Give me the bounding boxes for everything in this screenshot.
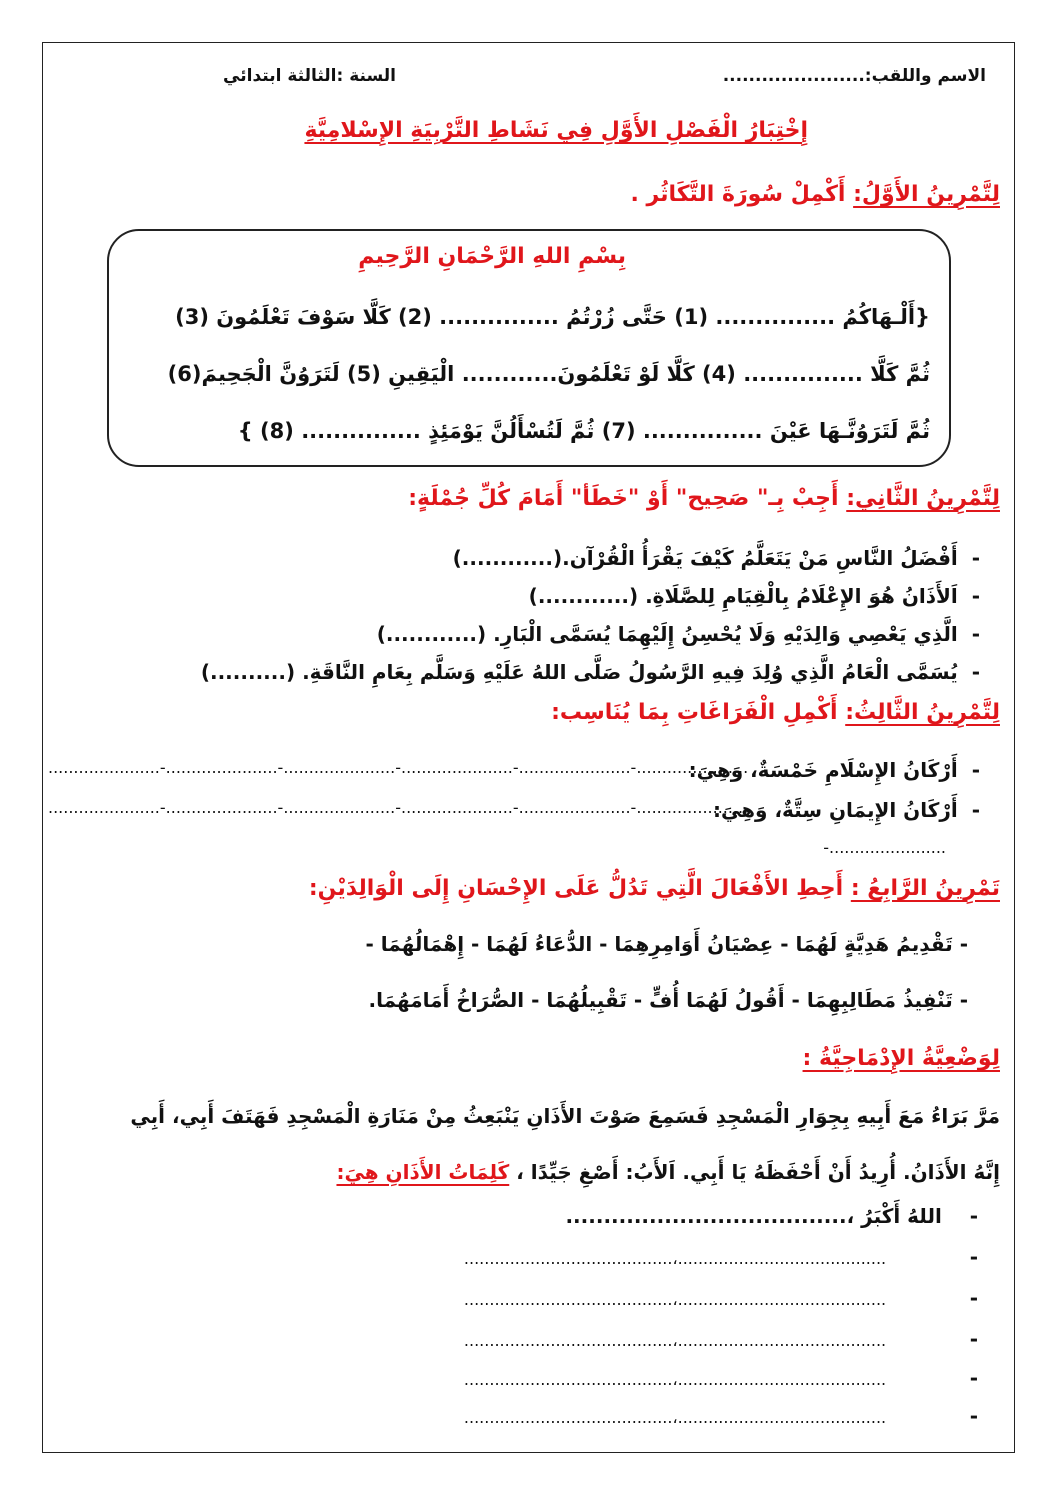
adhan-line-2: - .........................................،.........................................: [463, 1245, 978, 1269]
fill-item-1-blanks: ......................-......................-......................-......................-......................-......................: [48, 758, 749, 777]
exercise-3-instruction: أَكْمِلِ الْفَرَاغَاتِ بِمَا يُنَاسِب:: [551, 700, 838, 725]
situation-paragraph-2: إِنَّهُ الأَذَانُ. أُرِيدُ أَنْ أَحْفَظَهُ يَا أَبِي. اَلأَبُ: أَصْغِ جَيِّدًا ، كَلِمَاتُ الأَذَانِ هِيَ:: [336, 1160, 1000, 1184]
fill-item-1: - أَرْكَانُ الإِسْلَامِ خَمْسَةٌ، وَهِيَ:: [688, 758, 980, 782]
adhan-line-5: - .........................................،.........................................: [463, 1366, 978, 1390]
basmala: بِسْمِ اللهِ الرَّحْمَانِ الرَّحِيمِ: [358, 244, 626, 269]
exercise-5-heading: لِوَضْعِيَّةُ الإِدْمَاجِيَّةُ :: [802, 1046, 1000, 1071]
adhan-line-6: - .........................................،.........................................: [463, 1404, 978, 1428]
fill-item-2: - أَرْكَانُ الإِيمَانِ سِتَّةٌ، وَهِيَ:: [712, 798, 980, 822]
exercise-1-header: [631, 182, 1000, 207]
surah-line-1: {أَلْـهَاكُمُ ............... (1) حَتَّى زُرْتُمُ ............... (2) كَلَّا سَوْفَ تَعْلَمُونَ (3): [175, 305, 930, 329]
situation-paragraph-1: مَرَّ بَرَاءُ مَعَ أَبِيهِ بِجِوَارِ الْمَسْجِدِ فَسَمِعَ صَوْتَ الأَذَانِ يَنْبَعِثُ مِنْ مَنَارَةِ الْمَسْجِدِ فَهَتَفَ أَبِي، أَبِي: [130, 1104, 1000, 1128]
exercise-3-heading: لِتَّمْرِينُ الثَّالِثُ:: [845, 700, 1000, 725]
exercise-4-instruction: أَحِطِ الأَفْعَالَ الَّتِي تَدُلُّ عَلَى الإِحْسَانِ إِلَى الْوَالِدَيْنِ:: [308, 876, 844, 901]
exercise-2-header: [408, 486, 1000, 511]
good-deeds-line-2: - تَنْفِيذُ مَطَالِبِهِمَا - أَقُولُ لَهُمَا أُفٍّ - تَقْبِيلُهُمَا - الصُّرَاخُ أَمَامَهُمَا.: [368, 988, 968, 1012]
exercise-3-header: [551, 700, 1000, 725]
true-false-item-1: - أَفْضَلُ النَّاسِ مَنْ يَتَعَلَّمُ كَيْفَ يَقْرَأُ الْقُرْآن.(............): [452, 546, 980, 570]
exercise-2-instruction: أَجِبْ بِـ" صَحِيح" أَوْ "خَطَأ" أَمَامَ كُلِّ جُمْلَةٍ:: [408, 486, 839, 511]
fill-item-2-blanks: ......................-......................-......................-......................-......................-......................: [48, 798, 749, 817]
surah-line-3: ثُمَّ لَتَرَوُنَّـهَا عَيْنَ ............... (7) ثُمَّ لَتُسْأَلُنَّ يَوْمَئِذٍ ............... (8) }: [237, 419, 930, 443]
exercise-1-heading: لِتَّمْرِينُ الأَوَّلُ:: [853, 182, 1000, 207]
page-title: إِخْتِبَارُ الْفَصْلِ الأَوَّلِ فِي نَشَاطِ التَّرْبِيَةِ الإِسْلامِيَّةِ: [304, 118, 808, 143]
exercise-2-heading: لِتَّمْرِينُ الثَّانِي:: [846, 486, 1000, 511]
school-year-label: السنة :الثالثة ابتدائي: [223, 66, 396, 86]
adhan-line-1: - اللهُ أَكْبَرُ ،.....................................: [565, 1204, 978, 1228]
adhan-question: كَلِمَاتُ الأَذَانِ هِيَ:: [336, 1160, 510, 1184]
adhan-line-3: - .........................................،.........................................: [463, 1286, 978, 1310]
true-false-item-3: - الَّذِي يَعْصِي وَالِدَيْهِ وَلَا يُحْسِنُ إِلَيْهِمَا يُسَمَّى الْبَارِ. (............): [376, 622, 980, 646]
fill-item-2-extra-blank: .......................-: [823, 838, 946, 857]
exercise-4-header: [309, 876, 1000, 901]
true-false-item-2: - اَلأَذَانُ هُوَ الإِعْلَامُ بِالْقِيَامِ لِلصَّلَاةِ. (............): [528, 584, 980, 608]
true-false-item-4: - يُسَمَّى الْعَامُ الَّذِي وُلِدَ فِيهِ الرَّسُولُ صَلَّى اللهُ عَلَيْهِ وَسَلَّم بِعَامِ النَّاقَةِ. (..........): [200, 660, 980, 684]
surah-line-2: ثُمَّ كَلَّا ............... (4) كَلَّا لَوْ تَعْلَمُونَ............ الْيَقِينِ (5) لَتَرَوُنَّ الْجَحِيمَ(6): [167, 362, 930, 386]
exercise-4-heading: تَمْرِينُ الرَّابِعُ :: [850, 876, 1000, 901]
good-deeds-line-1: - تَقْدِيمُ هَدِيَّةٍ لَهُمَا - عِصْيَانُ أَوَامِرِهِمَا - الدُّعَاءُ لَهُمَا - إِهْمَالُهُمَا -: [365, 932, 968, 956]
name-field-label: الاسم واللقب:......................: [722, 66, 986, 86]
exercise-1-instruction: أَكْمِلْ سُورَةَ التَّكَاثُر .: [630, 182, 846, 207]
adhan-line-4: - .........................................،.........................................: [463, 1327, 978, 1351]
